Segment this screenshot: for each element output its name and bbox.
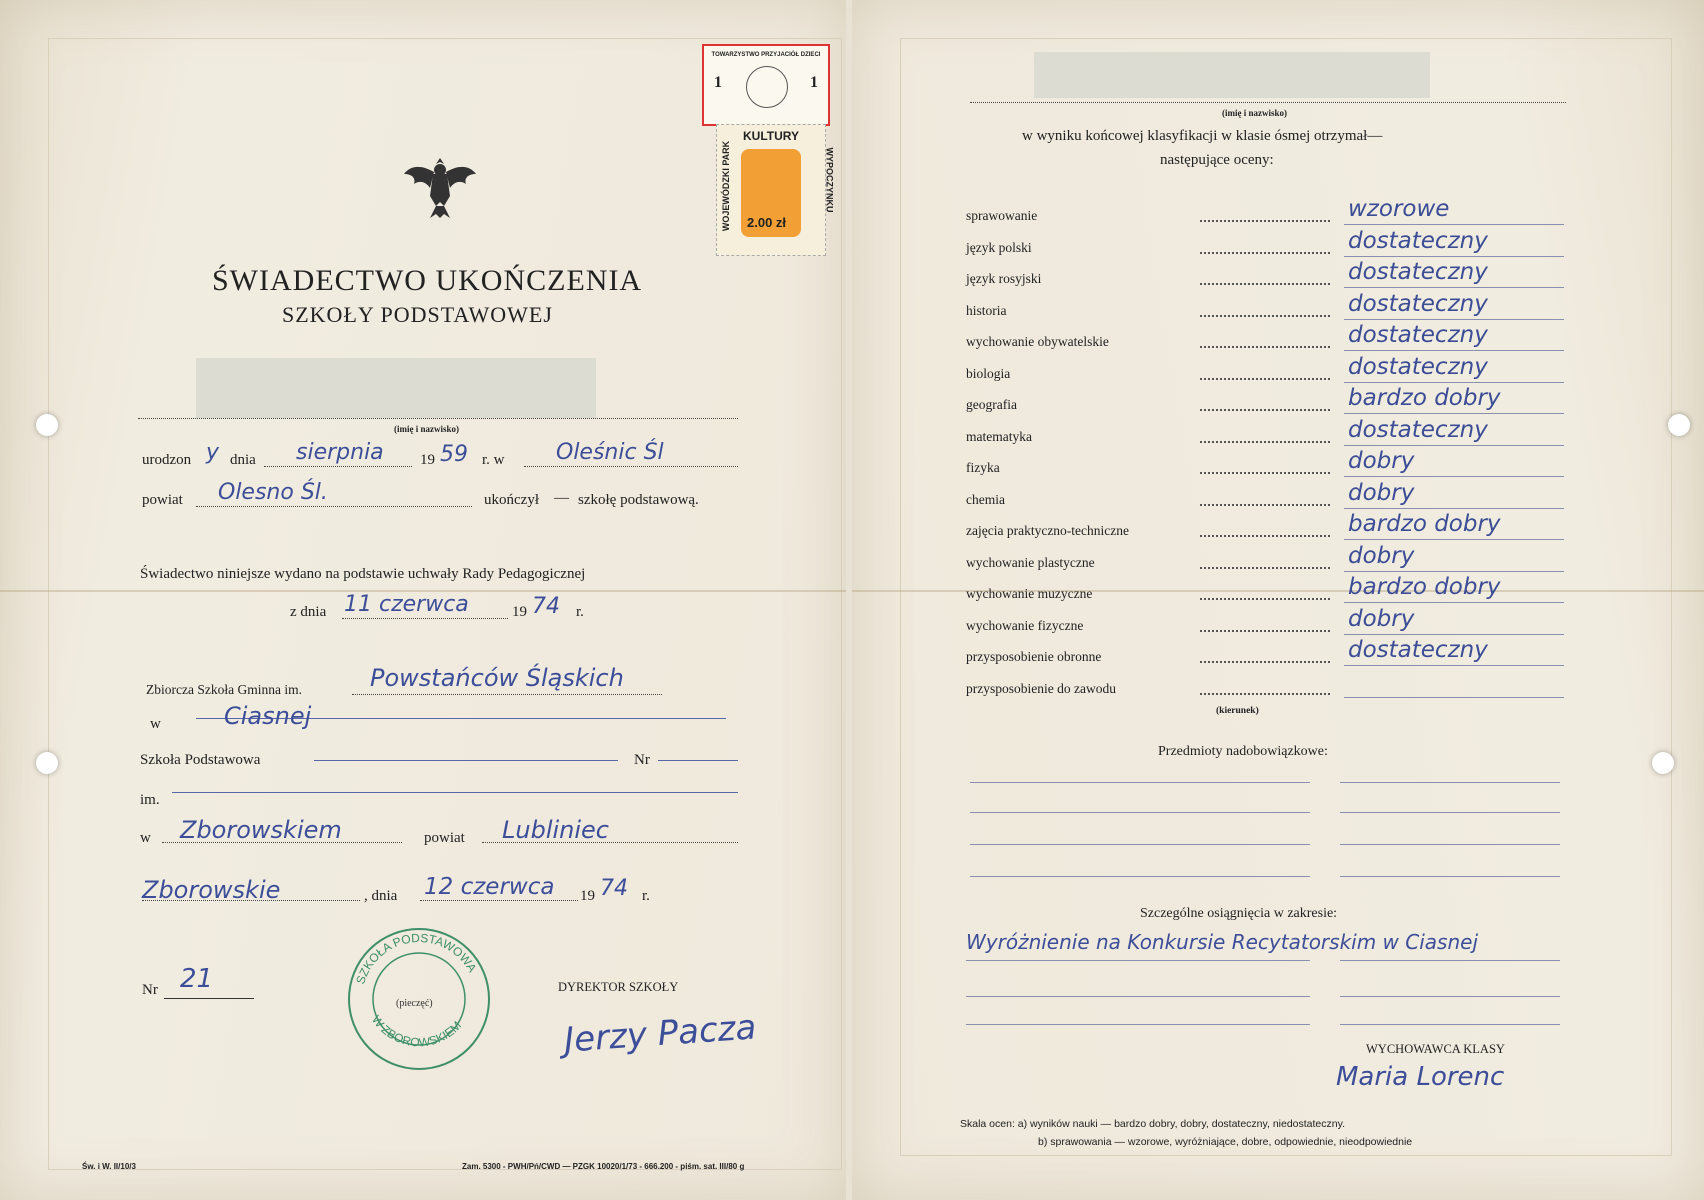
extra-line xyxy=(970,876,1310,877)
grade-subject: biologia xyxy=(966,366,1011,381)
grade-value: dobry xyxy=(1348,543,1415,569)
grade-line xyxy=(1344,319,1564,320)
achievements-value: Wyróżnienie na Konkursie Recytatorskim w Ciasnej xyxy=(966,930,1479,954)
extra-line xyxy=(1340,844,1560,845)
achievement-line xyxy=(966,996,1310,997)
scale-line2: b) sprawowania — wzorowe, wyróżniające, dobre, odpowiednie, nieodpowiednie xyxy=(1038,1136,1413,1148)
achievement-line xyxy=(1340,960,1560,961)
grade-line xyxy=(1344,256,1564,257)
grade-dots xyxy=(1200,378,1330,380)
r-w-label: r. w xyxy=(482,452,505,468)
issued-r: r. xyxy=(642,888,650,904)
grade-line xyxy=(1344,350,1564,351)
issued-dnia-label: , dnia xyxy=(364,888,398,904)
school-place: Ciasnej xyxy=(224,702,312,730)
extra-line xyxy=(970,844,1310,845)
grade-value: dostateczny xyxy=(1348,228,1488,254)
powiat2-value: Lubliniec xyxy=(502,816,609,844)
teacher-signature: Maria Lorenc xyxy=(1336,1062,1505,1092)
stamp-tpd xyxy=(702,44,830,126)
month-value: sierpnia xyxy=(296,440,384,465)
w2-label: w xyxy=(140,830,151,846)
grade-value: dostateczny xyxy=(1348,637,1488,663)
grade-subject: geografia xyxy=(966,397,1017,412)
grade-value: dostateczny xyxy=(1348,291,1488,317)
stamp-tpd-value-right: 1 xyxy=(810,74,818,91)
grade-subject: zajęcia praktyczno-techniczne xyxy=(966,523,1130,538)
grade-dots xyxy=(1200,693,1330,695)
year-prefix: 19 xyxy=(420,452,435,468)
grade-value: wzorowe xyxy=(1348,196,1450,222)
name-redaction xyxy=(196,358,596,418)
certificate-subtitle: SZKOŁY PODSTAWOWEJ xyxy=(282,302,553,327)
grade-value: bardzo dobry xyxy=(1348,511,1501,537)
grade-line xyxy=(1344,539,1564,540)
grade-subject: matematyka xyxy=(966,429,1032,444)
footer-left: Św. i W. II/10/3 xyxy=(82,1162,136,1171)
grade-dots xyxy=(1200,630,1330,632)
school-name-line xyxy=(352,694,662,695)
grade-value: bardzo dobry xyxy=(1348,574,1501,600)
grade-value: dobry xyxy=(1348,606,1415,632)
day-line xyxy=(264,466,412,467)
grade-line xyxy=(1344,634,1564,635)
seal-center: (pieczęć) xyxy=(396,998,433,1009)
powiat-line xyxy=(196,506,472,507)
im-label: im. xyxy=(140,792,160,808)
seal-text-bottom: W ZBOROWSKIEM xyxy=(368,1012,465,1050)
footer-right: Zam. 5300 - PWH/Pń/CWD — PZGK 10020/1/73 - 666.200 - piśm. sat. III/80 g xyxy=(462,1162,745,1171)
achievement-line xyxy=(966,960,1310,961)
punch-hole xyxy=(1652,752,1674,774)
completed-suffix: — xyxy=(554,490,569,506)
grade-dots xyxy=(1200,661,1330,663)
issued-place: Zborowskie xyxy=(142,876,281,904)
teacher-label: WYCHOWAWCA KLASY xyxy=(1366,1042,1505,1056)
grade-subject: wychowanie plastyczne xyxy=(966,555,1095,570)
achievement-line xyxy=(966,1024,1310,1025)
grade-subject: wychowanie fizyczne xyxy=(966,618,1084,633)
punch-hole xyxy=(1668,414,1690,436)
achievements-label: Szczególne osiągnięcia w zakresie: xyxy=(1140,906,1338,921)
punch-hole xyxy=(36,752,58,774)
stamp-tpd-emblem xyxy=(746,66,788,108)
grade-value: dobry xyxy=(1348,480,1415,506)
completed-rest: szkołę podstawową. xyxy=(578,492,699,508)
stamp-kultury xyxy=(716,124,835,256)
cert-nr-label: Nr xyxy=(142,982,158,998)
grade-line xyxy=(1344,224,1564,225)
intro-line1: w wyniku końcowej klasyfikacji w klasie ósmej otrzymał— xyxy=(1022,128,1383,144)
grade-dots xyxy=(1200,535,1330,537)
issued-year: 74 xyxy=(600,876,628,901)
w2-value: Zborowskiem xyxy=(180,816,342,844)
extra-subjects-label: Przedmioty nadobowiązkowe: xyxy=(1158,744,1328,759)
year-value: 59 xyxy=(440,442,468,467)
school-w-label: w xyxy=(150,716,161,732)
grade-subject: język rosyjski xyxy=(966,271,1042,286)
right-name-line xyxy=(970,102,1566,103)
grade-line xyxy=(1344,508,1564,509)
extra-line xyxy=(1340,782,1560,783)
powiat-label: powiat xyxy=(142,492,183,508)
stamp-kultury-side-right: WYPOCZYNKU xyxy=(824,147,835,213)
grade-dots xyxy=(1200,409,1330,411)
grade-subject: historia xyxy=(966,303,1007,318)
grade-line xyxy=(1344,665,1564,666)
punch-hole xyxy=(36,414,58,436)
grade-line xyxy=(1344,287,1564,288)
school-name: Powstańców Śląskich xyxy=(370,664,624,692)
director-signature: Jerzy Pacza xyxy=(562,1007,758,1061)
stamp-tpd-value-left: 1 xyxy=(714,74,722,91)
certificate-title: ŚWIADECTWO UKOŃCZENIA xyxy=(212,264,643,297)
primary-school-label: Szkoła Podstawowa xyxy=(140,752,261,768)
grade-line xyxy=(1344,445,1564,446)
issued-text: Świadectwo niniejsze wydano na podstawie uchwały Rady Pedagogicznej xyxy=(140,566,586,582)
cert-nr-value: 21 xyxy=(180,964,214,994)
grade-line xyxy=(1344,571,1564,572)
grade-dots xyxy=(1200,598,1330,600)
grade-line xyxy=(1344,697,1564,698)
name-caption: (imię i nazwisko) xyxy=(394,424,459,434)
z-dnia-label: z dnia xyxy=(290,604,327,620)
grade-dots xyxy=(1200,252,1330,254)
grade-value: dobry xyxy=(1348,448,1415,474)
grade-line xyxy=(1344,413,1564,414)
achievement-line xyxy=(1340,1024,1560,1025)
grade-value: dostateczny xyxy=(1348,354,1488,380)
grade-value: bardzo dobry xyxy=(1348,385,1501,411)
nr-label: Nr xyxy=(634,752,650,768)
grade-dots xyxy=(1200,283,1330,285)
issued-date-line xyxy=(420,900,578,901)
place-line xyxy=(524,466,738,467)
grade-subject: wychowanie obywatelskie xyxy=(966,334,1109,349)
eagle-emblem-icon xyxy=(400,148,480,220)
powiat2-label: powiat xyxy=(424,830,465,846)
grade-value: dostateczny xyxy=(1348,417,1488,443)
issued-date: 12 czerwca xyxy=(424,874,555,900)
intro-line2: następujące oceny: xyxy=(1160,152,1274,168)
nr-line xyxy=(658,760,738,761)
grade-line xyxy=(1344,476,1564,477)
left-page xyxy=(0,0,846,1200)
stamp-kultury-label: KULTURY xyxy=(743,129,799,143)
day-label: dnia xyxy=(230,452,256,468)
extra-line xyxy=(1340,812,1560,813)
born-label: urodzon xyxy=(142,452,192,468)
school-label: Zbiorcza Szkoła Gminna im. xyxy=(146,682,302,697)
achievement-line xyxy=(1340,996,1560,997)
grade-value: dostateczny xyxy=(1348,259,1488,285)
grade-value: dostateczny xyxy=(1348,322,1488,348)
grade-dots xyxy=(1200,567,1330,569)
right-name-redaction xyxy=(1034,52,1430,98)
council-date: 11 czerwca xyxy=(344,592,469,617)
council-year-prefix: 19 xyxy=(512,604,527,620)
cert-nr-line xyxy=(164,998,254,999)
director-label: DYREKTOR SZKOŁY xyxy=(558,980,679,994)
grade-dots xyxy=(1200,346,1330,348)
issued-year-prefix: 19 xyxy=(580,888,595,904)
scale-line1: Skala ocen: a) wyników nauki — bardzo dobry, dobry, dostateczny, niedostateczny. xyxy=(960,1118,1346,1130)
grade-line xyxy=(1344,382,1564,383)
stamp-kultury-value: 2.00 zł xyxy=(747,215,787,230)
grade-subject: język polski xyxy=(966,240,1032,255)
extra-line xyxy=(970,812,1310,813)
grade-dots xyxy=(1200,315,1330,317)
completed-label: ukończył xyxy=(484,492,539,508)
school-seal-icon xyxy=(344,926,494,1072)
grade-subject: przysposobienie do zawodu xyxy=(966,681,1116,696)
grade-subject: fizyka xyxy=(966,460,1000,475)
grade-dots xyxy=(1200,504,1330,506)
grade-line xyxy=(1344,602,1564,603)
stamp-tpd-label: TOWARZYSTWO PRZYJACIÓŁ DZIECI xyxy=(711,52,821,58)
powiat-value: Olesno Śl. xyxy=(218,480,328,505)
birth-place: Oleśnic Śl xyxy=(556,440,664,465)
extra-line xyxy=(970,782,1310,783)
grade-subject: sprawowanie xyxy=(966,208,1038,223)
grade-dots xyxy=(1200,441,1330,443)
grade-subject: wychowanie muzyczne xyxy=(966,586,1093,601)
council-date-line xyxy=(342,618,508,619)
name-line xyxy=(138,418,738,419)
grade-dots xyxy=(1200,220,1330,222)
im-line xyxy=(172,792,738,793)
svg-text:W ZBOROWSKIEM xyxy=(369,1013,464,1050)
council-r: r. xyxy=(576,604,584,620)
stamp-kultury-side-left: WOJEWÓDZKI PARK xyxy=(721,140,732,232)
grade-subject: przysposobienie obronne xyxy=(966,649,1102,664)
kierunek-caption: (kierunek) xyxy=(1216,706,1259,716)
born-suffix: y xyxy=(206,440,220,465)
grade-subject: chemia xyxy=(966,492,1005,507)
primary-school-line xyxy=(314,760,618,761)
grade-dots xyxy=(1200,472,1330,474)
council-year: 74 xyxy=(532,594,560,619)
right-name-caption: (imię i nazwisko) xyxy=(1222,108,1287,118)
seal-text-top: SZKOŁA PODSTAWOWA xyxy=(353,930,480,986)
extra-line xyxy=(1340,876,1560,877)
